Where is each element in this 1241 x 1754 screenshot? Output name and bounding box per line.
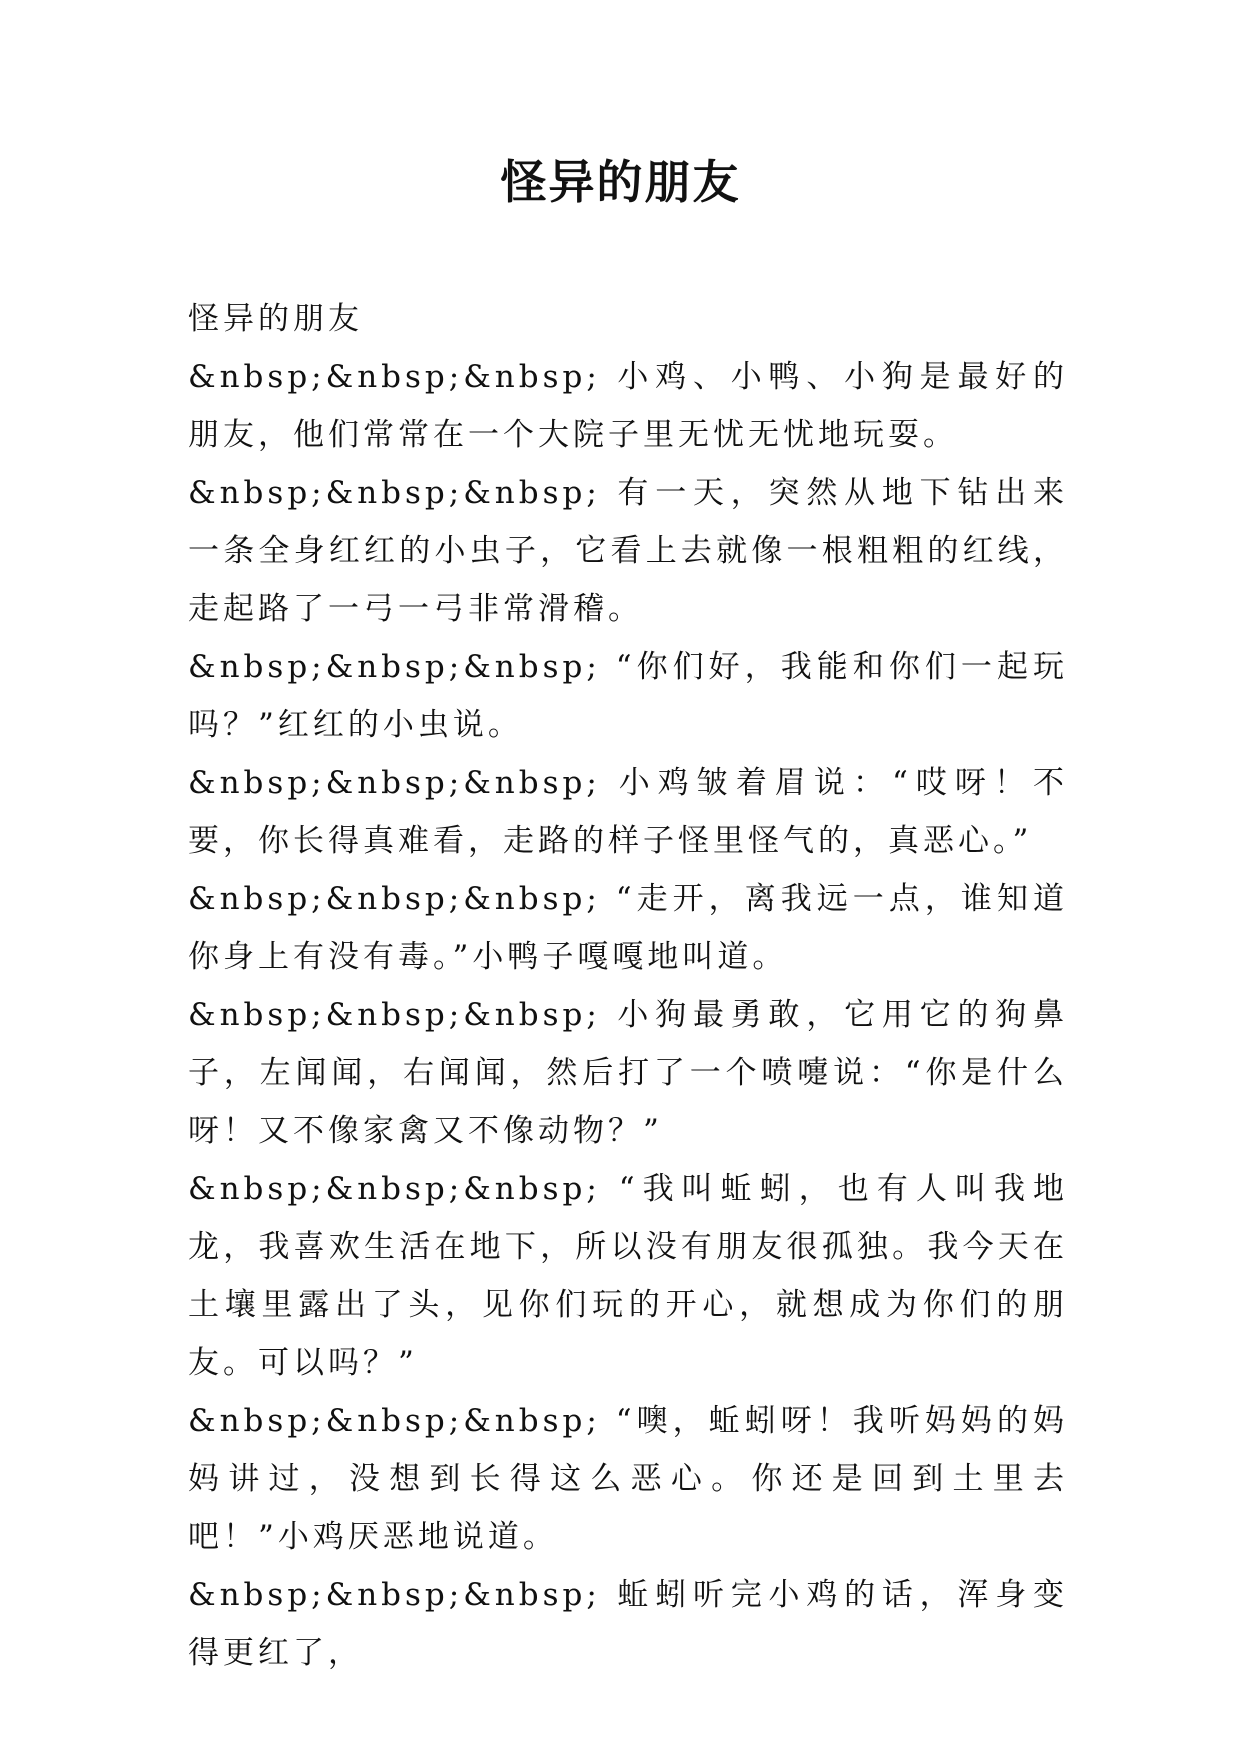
paragraph-heading: 怪异的朋友 xyxy=(188,301,363,337)
document-title: 怪异的朋友 xyxy=(500,155,741,209)
document-body xyxy=(188,290,1068,1682)
paragraph: &nbsp;&nbsp;&nbsp; 蚯蚓听完小鸡的话，浑身变得更红了， xyxy=(188,1577,1068,1671)
paragraph: &nbsp;&nbsp;&nbsp; “你们好，我能和你们一起玩吗？”红红的小虫说。 xyxy=(188,649,1068,743)
paragraph: &nbsp;&nbsp;&nbsp; “走开，离我远一点，谁知道你身上有没有毒。”小鸭子嘎嘎地叫道。 xyxy=(188,881,1068,975)
paragraph: &nbsp;&nbsp;&nbsp; 小狗最勇敢，它用它的狗鼻子，左闻闻，右闻闻，然后打了一个喷嚏说：“你是什么呀！又不像家禽又不像动物？” xyxy=(188,997,1068,1149)
paragraph: &nbsp;&nbsp;&nbsp; “我叫蚯蚓，也有人叫我地龙，我喜欢生活在地下，所以没有朋友很孤独。我今天在土壤里露出了头，见你们玩的开心，就想成为你们的朋友。可以吗？” xyxy=(188,1171,1068,1381)
paragraph: &nbsp;&nbsp;&nbsp; 有一天，突然从地下钻出来一条全身红红的小虫子，它看上去就像一根粗粗的红线，走起路了一弓一弓非常滑稽。 xyxy=(188,475,1068,627)
paragraph: &nbsp;&nbsp;&nbsp; 小鸡皱着眉说：“哎呀！不要，你长得真难看，走路的样子怪里怪气的，真恶心。” xyxy=(188,765,1068,859)
paragraph: &nbsp;&nbsp;&nbsp; 小鸡、小鸭、小狗是最好的朋友，他们常常在一个大院子里无忧无忧地玩耍。 xyxy=(188,359,1068,453)
paragraph: &nbsp;&nbsp;&nbsp; “噢，蚯蚓呀！我听妈妈的妈妈讲过，没想到长得这么恶心。你还是回到土里去吧！”小鸡厌恶地说道。 xyxy=(188,1403,1068,1555)
